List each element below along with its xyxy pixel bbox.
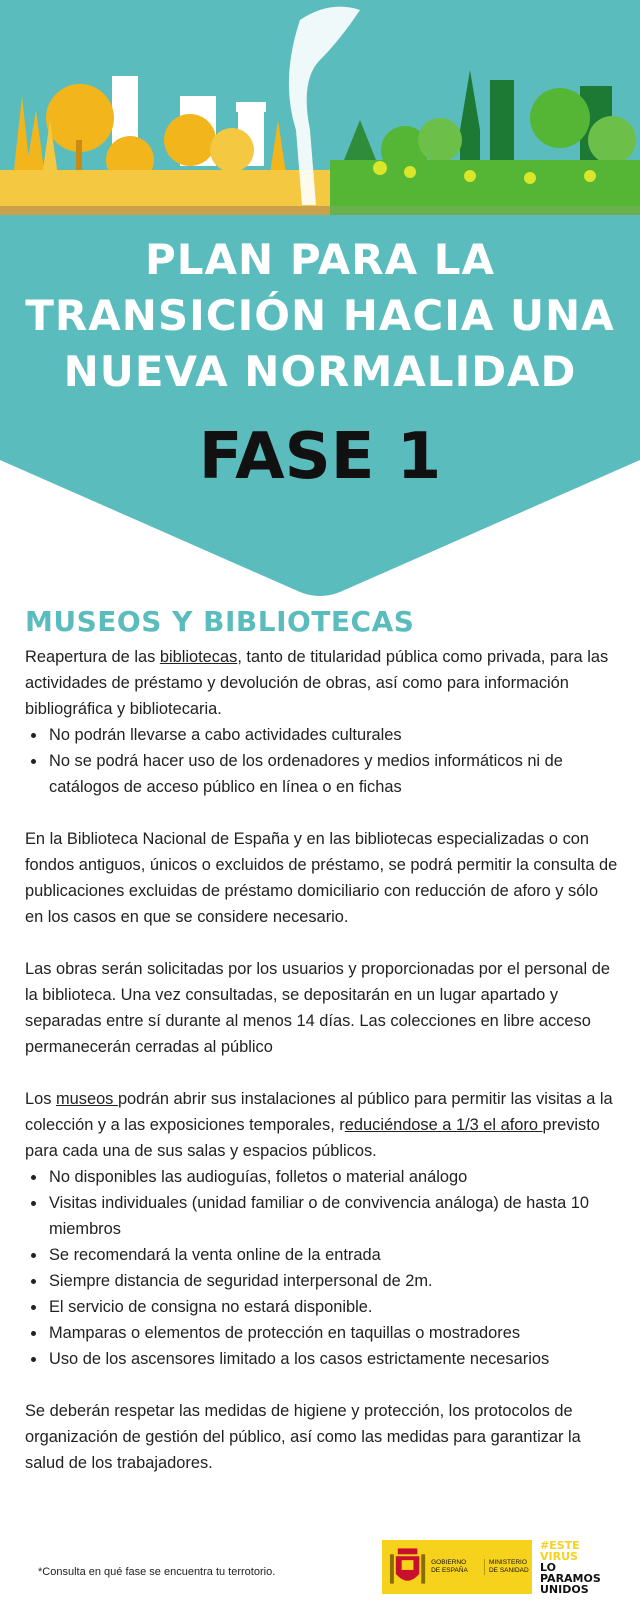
libraries-intro	[25, 644, 620, 722]
list-item: • Visitas individuales (unidad familiar o de convivencia análoga) de hasta 10 miembros	[47, 1190, 620, 1242]
title-line-2: TRANSICIÓN HACIA UNA	[25, 291, 615, 340]
intro-text-start: Reapertura de las	[25, 648, 160, 666]
gov-line-2: DE ESPAÑA	[431, 1567, 468, 1574]
phase-heading: FASE 1	[198, 420, 442, 494]
section-title: MUSEOS Y BIBLIOTECAS	[25, 605, 415, 638]
gov-line-1: GOBIERNO	[431, 1559, 467, 1566]
coat-of-arms-icon	[388, 1544, 427, 1590]
works-handling-paragraph: Las obras serán solicitadas por los usuarios y proporcionadas por el personal de la biblioteca. Una vez consultadas, se depositarán en un lugar apartado y separadas entre sí durante al menos 14 días. Las colecciones en libre acceso permanecerán cerradas al público	[25, 960, 610, 1056]
national-library-paragraph: En la Biblioteca Nacional de España y en las bibliotecas especializadas o con fondos antiguos, únicos o excluidos de préstamo, se podrá permitir la consulta de publicaciones excluidas de préstamo domiciliario con reducción de aforo y sólo en los casos en que se considere necesario.	[25, 830, 618, 926]
museums-link: museos	[55, 1090, 118, 1108]
title-line-3: NUEVA NORMALIDAD	[63, 347, 577, 396]
closing-paragraph: Se deberán respetar las medidas de higiene y protección, los protocolos de organización de gestión del público, así como las medidas para garantizar la salud de los trabajadores.	[25, 1402, 581, 1472]
slogan-line-2: PARAMOS	[540, 1572, 601, 1585]
title-line-1: PLAN PARA LA	[145, 235, 495, 284]
library-restrictions-list	[25, 722, 620, 800]
museums-paragraph	[25, 1086, 620, 1164]
list-item: • Uso de los ascensores limitado a los casos estrictamente necesarios	[47, 1346, 620, 1372]
museums-text-mid: podrán abrir sus instalaciones al público para permitir las visitas a la colección y a las exposiciones temporales, r	[25, 1090, 613, 1134]
plan-title	[0, 232, 640, 400]
ministry-line-1: MINISTERIO	[488, 1559, 527, 1566]
list-item: • Siempre distancia de seguridad interpersonal de 2m.	[47, 1268, 620, 1294]
government-label	[427, 1559, 485, 1575]
hashtag-line-1: #ESTE	[540, 1539, 580, 1552]
museums-text-start: Los	[25, 1090, 56, 1108]
libraries-link: bibliotecas	[159, 648, 238, 666]
slogan-line-3: UNIDOS	[540, 1583, 589, 1596]
list-item: • No disponibles las audioguías, folletos o material análogo	[47, 1164, 620, 1190]
list-item: • El servicio de consigna no estará disponible.	[47, 1294, 620, 1320]
ministry-label	[485, 1559, 532, 1575]
list-item: • No se podrá hacer uso de los ordenadores y medios informáticos ni de catálogos de acceso público en línea o en fichas	[47, 748, 620, 800]
campaign-logo	[540, 1540, 630, 1595]
museum-measures-list	[25, 1164, 620, 1372]
list-item: • Se recomendará la venta online de la entrada	[47, 1242, 620, 1268]
museums-text-end: previsto para cada una de sus salas y espacios públicos.	[25, 1116, 600, 1160]
ministry-line-2: DE SANIDAD	[488, 1567, 529, 1574]
intro-text-end: , tanto de titularidad pública como privada, para las actividades de préstamo y devolución de obras, así como para información bibliográfica y bibliotecaria.	[25, 648, 609, 718]
footnote: *Consulta en qué fase se encuentra tu terrotorio.	[38, 1566, 276, 1578]
header-banner	[0, 0, 640, 600]
government-logo	[382, 1540, 532, 1594]
hashtag-line-2: VIRUS	[540, 1550, 578, 1563]
list-item: • Mamparas o elementos de protección en taquillas o mostradores	[47, 1320, 620, 1346]
main-content	[25, 605, 620, 1476]
capacity-emphasis: educiéndose a 1/3 el aforo	[344, 1116, 543, 1134]
list-item: • No podrán llevarse a cabo actividades culturales	[47, 722, 620, 748]
slogan-line-1: LO	[540, 1561, 556, 1574]
